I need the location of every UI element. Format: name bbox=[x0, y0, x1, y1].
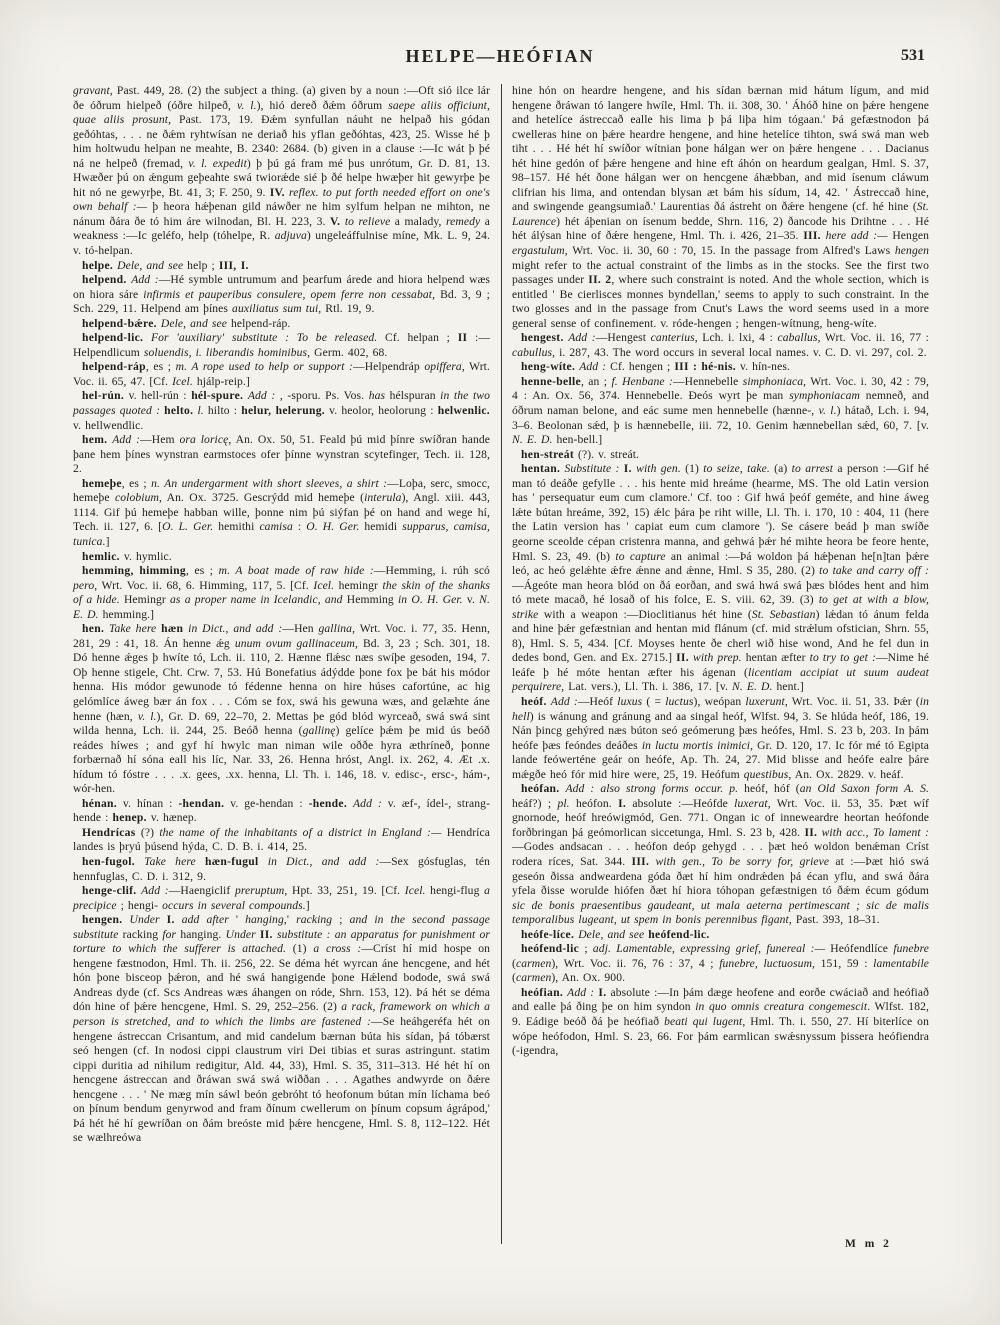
dictionary-paragraph: hemlic. v. hymlic. bbox=[82, 549, 172, 563]
dictionary-paragraph: hénan. v. hínan : -hendan. v. ge-hendan : -hende. Add : v. æf-, ídel-, strang-hende : henep. v. hænep. bbox=[73, 796, 491, 825]
dictionary-paragraph: gravant, Past. 449, 28. (2) the subject a thing. (a) given by a noun :—Oft sió ilce lár ðe óðrum hielpeð (óðre hilpeð, v. l.), hió dereð ðǽm óðrum saepe aliis officiunt, quae aliis prosunt, Past. 173, 19. Ðǽm synfullan náuht ne helpað his gódan geðóhtas, . . . ne ðǽm ryhtwísan ne deriað his yflan geðóhtas, 423, 25. Wisse hé þ him holtwudu helpan ne meahte, B. 2340: 2684. (b) given in a clause :—Ic wát þ þé ná ne helpeð (fremad, v. l. expedit) þ þú gá fram mé þus unrótum, Gr. D. 81, 13. Hwæðer þú on ǽngum geþeahte swá twiorǽde sié þ ðé helpe hwæþer hit gewyrþe þe hit nó ne gewyrþe, Bt. 41, 3; F. 250, 9. IV. reflex. to put forth needed effort on one's own behalf :— þ heora hǽþenan gild náwðer ne him sylfum helpan ne mihton, ne nánum ðára ðe tó him áre wilnodan, Bl. H. 223, 3. V. to relieve a malady, remedy a weakness :—Ic geléfo, help (tóhelpe, R. adjuva) ungeleáffulnise míne, Mk. L. 9, 24. v. tó-helpan. bbox=[73, 84, 491, 258]
dictionary-paragraph: heóf. Add :—Heóf luxus ( = luctus), weópan luxerunt, Wrt. Voc. ii. 51, 33. Þǽr (in hell) is wánung and gránung and aa singal heóf, Wlfst. 94, 3. Se hlúda heóf, 186, 19. Nán þincg gehýred næs búton seó geómerung þæs heófes, Hml. S. 23 b, 203. In þám heófe þæs feóndes deáðes in luctu mortis inimici, Gr. D. 120, 17. Ic fór mé tó Egipta lande feówerténe geár on heófe, Ap. Th. 24, 27. Mid blisse and heófe ealre þáre mǽgðe heó fór mid hire were, 25, 19. Heófum questibus, An. Ox. 2829. v. heáf. bbox=[512, 694, 930, 781]
dictionary-paragraph: heng-wíte. Add : Cf. hengen ; III : hé-nis. v. hín-nes. bbox=[521, 360, 790, 374]
dictionary-paragraph: hel-rún. v. hell-rún : hél-spure. Add : , -sporu. Ps. Vos. has hélspuran in the two passages quoted : helto. l. hilto : helur, helerung. v. heolor, heolorung : helwenlic. v. hellwendlic. bbox=[73, 389, 491, 432]
dictionary-paragraph: heófe-líce. Dele, and see heófend-lic. bbox=[521, 927, 710, 941]
column-right bbox=[512, 84, 929, 1244]
running-head bbox=[0, 46, 1000, 72]
dictionary-paragraph: hen-streát (?). v. streát. bbox=[521, 447, 640, 461]
dictionary-paragraph: Hendrícas (?) the name of the inhabitants of a district in England :— Hendríca landes is þryú þúsend hýda, C. D. B. i. 414, 25. bbox=[73, 825, 490, 854]
dictionary-paragraph: hen-fugol. Take here hæn-fugul in Dict., and add :—Sex gósfuglas, tén hennfuglas, C. D. i. 312, 9. bbox=[73, 854, 490, 883]
dictionary-paragraph: helpe. Dele, and see help ; III, I. bbox=[82, 258, 249, 272]
dictionary-paragraph: henge-clif. Add :—Haengiclif preruptum, Hpt. 33, 251, 19. [Cf. Icel. hengi-flug a precipice ; hengi- occurs in several compounds.] bbox=[73, 884, 490, 912]
dictionary-paragraph: hen. Take here hæn in Dict., and add :—Hen gallina, Wrt. Voc. i. 77, 35. Henn, 281, 29 : 41, 18. Án henne ǽg unum ovum gallinaceum, Bd. 3, 23 ; Sch. 301, 18. Dó henne ǽges þ hwíte tó, Lch. ii. 110, 2. Hænne flǽsc næs swíþe gesoden, 194, 7. Oþ henne stigele, Cht. Crw. 7, 53. Hú Bonefatius ádýdde þone fox þe bát his módor henna. His módor gewunode tó fédenne henna on hire húses cafortúne, ac hig gelómlíce áweg bær án fox . . . Cóm se fox, swá his gewuna wæs, and gelæhte áne henne (hæn, v. l.), Gr. D. 69, 22–70, 2. Mettas þe gód blód wyrceað, swá swá sint wilda henna, Lch. ii. 244, 25. Beóð henna (gallinę) gelíce þǽm þe mid ús beóð reádes híwes ; and gyf hí hwylc man niman wile oððe hyra æthríneð, þonne forbærnað hí sóna eall his líc, Nar. 33, 26. Henna hróst, Angl. ix. 262, 4. Æt .x. hídum tó fóstre . . . .x. gees, .xx. henna, Ll. Th. i. 146, 18. v. edisc-, ersc-, hám-, wór-hen. bbox=[73, 622, 491, 796]
dictionary-paragraph: helpend. Add :—Hé symble untrumum and þearfum árede and hiora helpend wæs on hiora sáre infirmis et pauperibus consulere, opem ferre non cessabat, Bd. 3, 9 ; Sch. 229, 11. Helpend am þínes auxiliatus sum tui, Rtl. 19, 9. bbox=[73, 273, 491, 316]
dictionary-paragraph: hentan. Substitute : I. with gen. (1) to seize, take. (a) to arrest a person :—Gif hé man tó deáðe gefylle . . . his hente mid hreáme (hearme, MS. The old Latin version has ' persequatur eum cum clamore.' Cf. too : Gif hwá þeóf geméte, and hine áweg lǽte bútan hreáme, 392, 15) ǽlc þára þe riht wille, Ll. Th. i. 170, 10 : 404, 11 (here the Latin version has ' capiat eum cum clamore '). Se cásere beád þ man swíðe georne sceolde cépan cristenra manna, and gehwá þǽr hé mihte heora be feore hente, Hml. S. 23, 49. (b) to capture an animal :—Þá woldon þá hǽþenan he[n]tan þǽre leó, ac heó gelǽhte ǽfre ǽnne and ǽnne, Hml. S 35, 280. (2) to take and carry off :—Ágeóte man heora blód on ðá eorðan, and swá hwá swá þæs blódes hent and him tó mete macað, hé losað of his folce, E. S. viii. 62, 39. (3) to get at with a blow, strike with a weapon :—Dioclitianus hét hine (St. Sebastian) lǽdan tó ánum felda and hine þǽr gefæstnian and hentan mid flánum (cf. mid strǽlum ofstician, Shrn. 55, 8), Hml. S. 5, 434. [Cf. Moyses hente ðe cherl wið hise wond, And he fel dun in dedes bond, Gen. and Ex. 2715.] II. with prep. hentan æfter to try to get :—Nime hé leáfe þ hé móte hentan æfter his ágenan (licentiam accipiat ut suum audeat perquirere, Lat. vers.), Ll. Th. i. 386, 17. [v. N. E. D. hent.] bbox=[512, 462, 930, 694]
column-left bbox=[73, 84, 490, 1244]
dictionary-paragraph: hem. Add :—Hem ora loricę, An. Ox. 50, 51. Feald þú mid þínre swíðran hande þane hem þínes wynstran earmstoces ofer þínne wynstran scytefinger, Tech. ii. 128, 2. bbox=[73, 433, 491, 476]
dictionary-paragraph: hemming, himming, es ; m. A boat made of raw hide :—Hemming, i. rúh scó pero, Wrt. Voc. ii. 68, 6. Himming, 117, 5. [Cf. Icel. hemingr the skin of the shanks of a hide. Hemingr as a proper name in Icelandic, and Hemming in O. H. Ger. v. N. E. D. hemming.] bbox=[73, 564, 490, 621]
dictionary-paragraph: heófend-lic ; adj. Lamentable, expressing grief, funereal :— Heófendlíce funebre (carmen), Wrt. Voc. ii. 76, 76 : 37, 4 ; funebre, luctuosum, 151, 59 : lamentabile (carmen), An. Ox. 900. bbox=[512, 942, 930, 985]
dictionary-paragraph: hengest. Add :—Hengest canterius, Lch. i. lxi, 4 : caballus, Wrt. Voc. ii. 16, 77 : cabullus, i. 287, 43. The word occurs in several local names. v. C. D. vi. 297, col. 2. bbox=[512, 331, 930, 359]
dictionary-paragraph: helpend-bǽre. Dele, and see helpend-ráp. bbox=[82, 316, 291, 330]
page-title: HELPE—HEÓFIAN bbox=[405, 46, 595, 66]
page-number: 531 bbox=[901, 47, 925, 64]
dictionary-paragraph: hine hón on heardre hengene, and his sídan bærnan mid hátum lígum, and mid hengene ðráwan tó langere hwíle, Hml. Th. ii. 308, 30. ' Áhóð hine on þǽre hengene and hetelíce ástreccað ealle his lima þ þá liþa him tógaan.' Þá gefæstnodon þá cwelleras hine on þǽre heardre hengene, and hine hetelíce tihton, swá swá man web tiht . . . Hé hét hí swíðor wítnian þone hálgan wer on þǽre hengene . . . Dacianus hét hine gedón of þǽre hengene and hine eft áhón on heardum gealgan, Hml. S. 37, 98–157. Hé hét ðone hálgan wer on hencgene áhæbban, and mid ísenum cláwum clifrian his lima, and ontendan blysan æt bám his sídum, 14, 42. ' Ástreccað hine, and swingende geangsumiað.' Laurentias ðá ástreht on ðǽre hengene (cf. hé hine (St. Laurence) hét áþenian on ísenum bedde, Shrn. 116, 2) ðancode his Drihtne . . . Hé hét álýsan hine of ðǽre hengene, Hml. Th. i. 426, 21–35. III. here add :— Hengen ergastulum, Wrt. Voc. ii. 30, 60 : 70, 15. In the passage from Alfred's Laws hengen might refer to the actual constraint of the limbs as in the stocks. See the first two passages under II. 2, where such constraint is noted. And the whole section, which is entitled ' Be cierlisces monnes byndellan,' seems to apply to such constraint. In the two glosses and in the passage from Cnut's Laws the word seems used in a more general sense of confinement. v. róde-hengen ; hengen-wítnung, heng-wíte. bbox=[512, 84, 929, 330]
dictionary-paragraph: heófan. Add : also strong forms occur. p. heóf, hóf (an Old Saxon form A. S. heáf?) ; pl. heófon. I. absolute :—Heófde luxerat, Wrt. Voc. ii. 53, 35. Þæt wíf gnornode, heóf hreówigmód, Gen. 771. Ongan ic of inneweardre heortan heófonde forðbringan þá geómorlican siccetunga, Hml. S. 23 b, 428. II. with acc., To lament :—Godes andsacan . . . heófon deóp gehygd . . . þæt heó woldon benǽman Críst rodera ríces, Sat. 344. III. with gen., To be sorry for, grieve at :—Þæt hió swá geseón ðissa andweardena góda ðæt hí him ondrǽden þá écan yflu, and swá ðára yfela ðisse worulde hiófen ðæt hí hiora tóhopan gefæstnigen tó ðǽm écum gódum sic de bonis praesentibus gaudeant, ut mala aeterna pertimescant ; sic de malis temporalibus lugeant, ut spem in bonis perennibus figant, Past. 393, 18–31. bbox=[512, 782, 930, 927]
dictionary-paragraph: heófian. Add : I. absolute :—In þám dæge heofene and eorðe cwáciað and heófiað and ealle þá ðing þe on him syndon in quo omnis creatura congemescit. Wlfst. 182, 9. Eádige beóð ðá þe heófiað beati qui lugent, Hml. Th. i. 550, 27. Hí biterlíce on wópe heófodon, Hml. S. 23, 66. For þám earmlican swǽsnyssum þissera heófiendra (-igendra, bbox=[512, 985, 930, 1058]
dictionary-paragraph: hemeþe, es ; n. An undergarment with short sleeves, a shirt :—Loþa, serc, smocc, hemeþe colobium, An. Ox. 3725. Gescrýdd mid hemeþe (interula), Angl. xiii. 443, 1114. Gif þú hemeþe habban wille, þonne nim þú siýfan þé on hand and wege hí, Tech. ii. 127, 6. [O. L. Ger. hemithi camisa : O. H. Ger. hemidi supparus, camisa, tunica.] bbox=[73, 476, 491, 548]
dictionary-paragraph: hengen. Under I. add after ' hanging,' racking ; and in the second passage substitute racking for hanging. Under II. substitute : an apparatus for punishment or torture to which the sufferer is attached. (1) a cross :—Críst hí mid hospe on hengene fæstnodon, Hml. Th. ii. 256, 22. Se déma hét wyrcan áne hencgene, and hét hón þone bisceop þǽron, and hé swá hangigende þone Hǽlend bodode, swá swá Andreas dyde (cf. Scs Andreas wæs áhangen on róde, Shrn. 153, 12). Þá hét se déma dón hine of þǽre hencgene, Hml. S. 29, 252–256. (2) a rack, framework on which a person is stretched, and to which the limbs are fastened :—Se heáhgeréfa hét on hengene ástreccan Crisantum, and mid candelum bærnan búta his sídan, þá tóbærst seó hengen (cf. In nodosi cippi claustrum viri Dei tibias et suras astringunt. statim cippi duritia ad nihilum redigitur, Ald. 44, 33), Hml. S. 35, 311–313. Hé hét hí on hencgene ástreccan and ðráwan swá swá wiððan . . . Agathes andwyrde on ðǽre hencgene . . . ' Ne mæg mín sáwl beón gebróht tó heofonum bútan mín líchama beó on þínum bendum genyrwod and fram ðínum cwellerum on þínum copsum ágrápod,' Þá hét hé hí gewríðan on ðám breóste mid þǽre hencgene, Hml. S. 8, 112–122. Hét se wælhreówa bbox=[73, 913, 491, 1145]
dictionary-paragraph: helpend-lic. For 'auxiliary' substitute : To be released. Cf. helpan ; II :—Helpendlicum soluendis, i. liberandis hominibus, Germ. 402, 68. bbox=[73, 331, 491, 359]
text-area bbox=[73, 84, 929, 1244]
dictionary-paragraph: henne-belle, an ; f. Henbane :—Hennebelle simphoniaca, Wrt. Voc. i. 30, 42 : 79, 4 : An. Ox. 56, 374. Hennebelle. Ðeós wyrt þe man symphoniacam nemneð, and óðrum naman belone, and eác sume men hennebelle (hænne-, v. l.) hátað, Lch. i. 94, 3–6. Beolonan sǽd, þ is hænnebelle, iii. 72, 10. Genim hænnebellan sǽd, 60, 7. [v. N. E. D. hen-bell.] bbox=[512, 374, 929, 447]
column-divider bbox=[501, 84, 502, 1244]
signature-mark: M m 2 bbox=[845, 1238, 892, 1250]
dictionary-paragraph: helpend-ráp, es ; m. A rope used to help or support :—Helpendráp opiffera, Wrt. Voc. ii. 65, 47. [Cf. Icel. hjálp-reip.] bbox=[73, 360, 490, 388]
